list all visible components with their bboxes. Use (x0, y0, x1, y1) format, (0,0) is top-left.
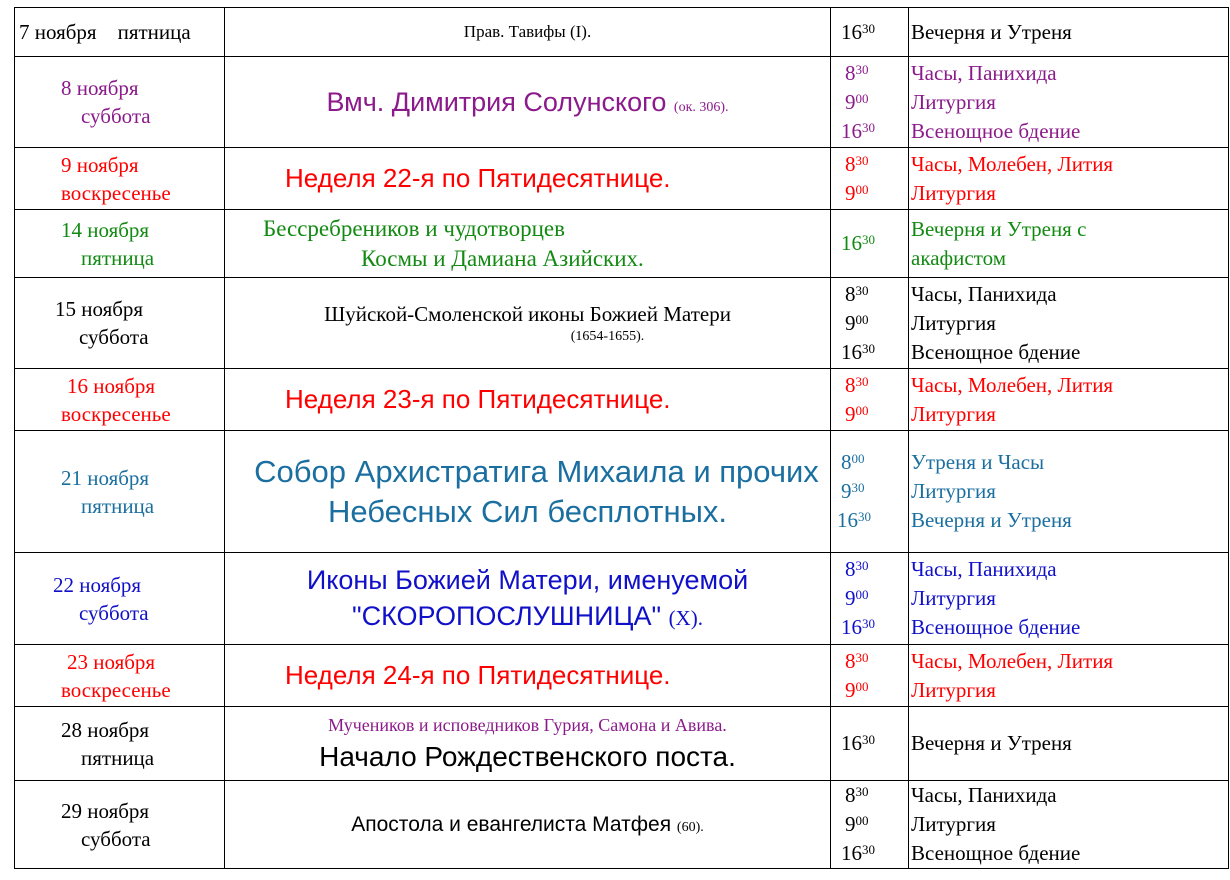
time: $9^{30}$ (841, 479, 865, 503)
time: $8^{30}$ (845, 60, 869, 85)
service: Литургия (911, 401, 996, 426)
date-day: 23 ноября (67, 649, 156, 674)
services-cell (909, 707, 1229, 781)
date-weekday: суббота (81, 104, 151, 128)
date-day: 22 ноября (53, 572, 142, 597)
services-cell (909, 57, 1229, 148)
time: $16^{30}$ (841, 19, 875, 44)
date-cell (15, 369, 225, 431)
service: Вечерня и Утреня (911, 731, 1072, 755)
date-weekday: воскресенье (61, 180, 171, 205)
service: Всенощное бдение (911, 841, 1081, 865)
feast-cell (225, 431, 831, 553)
time: $8^{30}$ (845, 151, 869, 176)
services-cell (909, 210, 1229, 278)
time: $8^{30}$ (845, 783, 869, 807)
date-weekday: пятница (81, 245, 155, 270)
time: $16^{30}$ (837, 508, 871, 532)
feast-cell (225, 148, 831, 210)
feast-note: (X). (668, 605, 703, 630)
date-cell (15, 707, 225, 781)
table-row (15, 645, 1229, 707)
service: Литургия (911, 479, 996, 503)
times-cell (831, 210, 909, 278)
service: акафистом (911, 245, 1006, 270)
feast-line-2: Небесных Сил бесплотных. (328, 493, 727, 529)
feast-cell (225, 645, 831, 707)
service: Утреня и Часы (911, 450, 1045, 474)
times-cell (831, 57, 909, 148)
times-cell (831, 148, 909, 210)
services-cell (909, 8, 1229, 57)
date-cell (15, 645, 225, 707)
time: $9^{00}$ (845, 180, 869, 205)
date-weekday: воскресенье (61, 677, 171, 702)
date-weekday: суббота (79, 325, 149, 349)
time: $16^{30}$ (841, 231, 875, 255)
time: $9^{00}$ (845, 89, 869, 114)
date-day: 9 ноября (61, 152, 139, 177)
feast-line-2: Начало Рождественского поста. (319, 740, 736, 772)
time: $8^{30}$ (845, 281, 869, 306)
feast-line-1: Иконы Божией Матери, именуемой (306, 564, 749, 595)
time: $16^{30}$ (841, 615, 875, 639)
time: $16^{30}$ (841, 841, 875, 865)
service: Литургия (911, 310, 996, 335)
time: $8^{30}$ (845, 557, 869, 581)
date-cell (15, 278, 225, 369)
service: Вечерня и Утреня (911, 19, 1072, 44)
services-cell (909, 781, 1229, 869)
times-cell (831, 369, 909, 431)
table-row (15, 210, 1229, 278)
table-row (15, 553, 1229, 645)
feast-cell (225, 57, 831, 148)
date-cell: 7 ноября пятница (15, 8, 225, 57)
time: $16^{30}$ (841, 118, 875, 143)
date-day: 28 ноября (61, 717, 150, 742)
time: $16^{30}$ (841, 339, 875, 364)
times-cell (831, 645, 909, 707)
service: Часы, Панихида (911, 60, 1057, 85)
date-weekday: пятница (81, 493, 155, 518)
service: Часы, Панихида (911, 783, 1057, 807)
table-row (15, 57, 1229, 148)
date-day: 29 ноября (61, 798, 150, 823)
table-row (15, 707, 1229, 781)
time: $8^{00}$ (841, 450, 865, 474)
feast-title: Шуйской-Смоленской иконы Божией Матери (324, 302, 731, 326)
time: $9^{00}$ (845, 310, 869, 335)
date-cell (15, 57, 225, 148)
service: Часы, Панихида (911, 557, 1057, 581)
date-cell (15, 781, 225, 869)
time: $8^{30}$ (845, 648, 869, 673)
feast-line-1: Бессребреников и чудотворцев (263, 215, 565, 241)
table-row (15, 278, 1229, 369)
time: $9^{00}$ (845, 677, 869, 702)
feast-note: (ок. 306). (673, 99, 729, 115)
service: Всенощное бдение (911, 118, 1081, 143)
time: $9^{00}$ (845, 401, 869, 426)
services-cell (909, 278, 1229, 369)
service: Литургия (911, 677, 996, 702)
table-row (15, 781, 1229, 869)
service: Вечерня и Утреня с (911, 216, 1087, 241)
table-row (15, 369, 1229, 431)
service: Часы, Молебен, Лития (911, 648, 1114, 673)
times-cell (831, 431, 909, 553)
service: Литургия (911, 586, 996, 610)
times-cell (831, 553, 909, 645)
time: $8^{30}$ (845, 372, 869, 397)
service: Литургия (911, 812, 996, 836)
feast-cell (225, 369, 831, 431)
service: Всенощное бдение (911, 615, 1081, 639)
services-cell (909, 148, 1229, 210)
date-day: 21 ноября (61, 465, 150, 490)
feast-note: (1654-1655). (570, 329, 645, 344)
date-day: 16 ноября (67, 373, 156, 398)
feast-title: Вмч. Димитрия Солунского (326, 86, 667, 117)
feast-line-2: Космы и Дамиана Азийских. (361, 245, 644, 271)
feast-title: Апостола и евангелиста Матфея (351, 812, 672, 836)
feast-cell (225, 210, 831, 278)
times-cell (831, 278, 909, 369)
feast-cell (225, 278, 831, 369)
service: Всенощное бдение (911, 339, 1081, 364)
service: Вечерня и Утреня (911, 508, 1072, 532)
services-cell (909, 645, 1229, 707)
table-row (15, 431, 1229, 553)
date-weekday: воскресенье (61, 401, 171, 426)
service: Литургия (911, 180, 996, 205)
feast-line-2-wrap (225, 598, 830, 636)
service: Часы, Молебен, Лития (911, 372, 1114, 397)
date-cell (15, 210, 225, 278)
date-day: 15 ноября (55, 297, 144, 321)
time: $16^{30}$ (841, 731, 875, 755)
feast-title: Неделя 23-я по Пятидесятнице. (285, 384, 671, 414)
services-cell (909, 369, 1229, 431)
feast-line-2: "СКОРОПОСЛУШНИЦА" (352, 600, 662, 631)
services-cell (909, 553, 1229, 645)
feast-cell (225, 553, 831, 645)
table-row (15, 148, 1229, 210)
time: $9^{00}$ (845, 812, 869, 836)
date-weekday: суббота (79, 600, 149, 625)
date-day: 14 ноября (61, 217, 150, 242)
feast-cell (225, 8, 831, 57)
times-cell (831, 707, 909, 781)
time: $9^{00}$ (845, 586, 869, 610)
table-row (15, 8, 1229, 57)
feast-cell (225, 781, 831, 869)
times-cell (831, 8, 909, 57)
date-day: 8 ноября (61, 76, 139, 100)
date-cell (15, 148, 225, 210)
service: Часы, Молебен, Лития (911, 151, 1114, 176)
date-cell (15, 553, 225, 645)
feast-line-1: Собор Архистратига Михаила и прочих (254, 453, 819, 489)
feast-title: Прав. Тавифы (I). (463, 22, 592, 41)
service: Литургия (911, 89, 996, 114)
feast-cell (225, 707, 831, 781)
services-cell (909, 431, 1229, 553)
service: Часы, Панихида (911, 281, 1057, 306)
feast-title: Неделя 24-я по Пятидесятнице. (285, 660, 671, 690)
feast-line-1: Мучеников и исповедников Гурия, Самона и Авива. (328, 714, 727, 735)
times-cell (831, 781, 909, 869)
date-weekday: суббота (81, 826, 151, 851)
date-weekday: пятница (81, 745, 155, 770)
schedule-table (14, 7, 1229, 869)
feast-note: (60). (676, 819, 704, 835)
date-cell (15, 431, 225, 553)
feast-title: Неделя 22-я по Пятидесятнице. (285, 163, 671, 193)
